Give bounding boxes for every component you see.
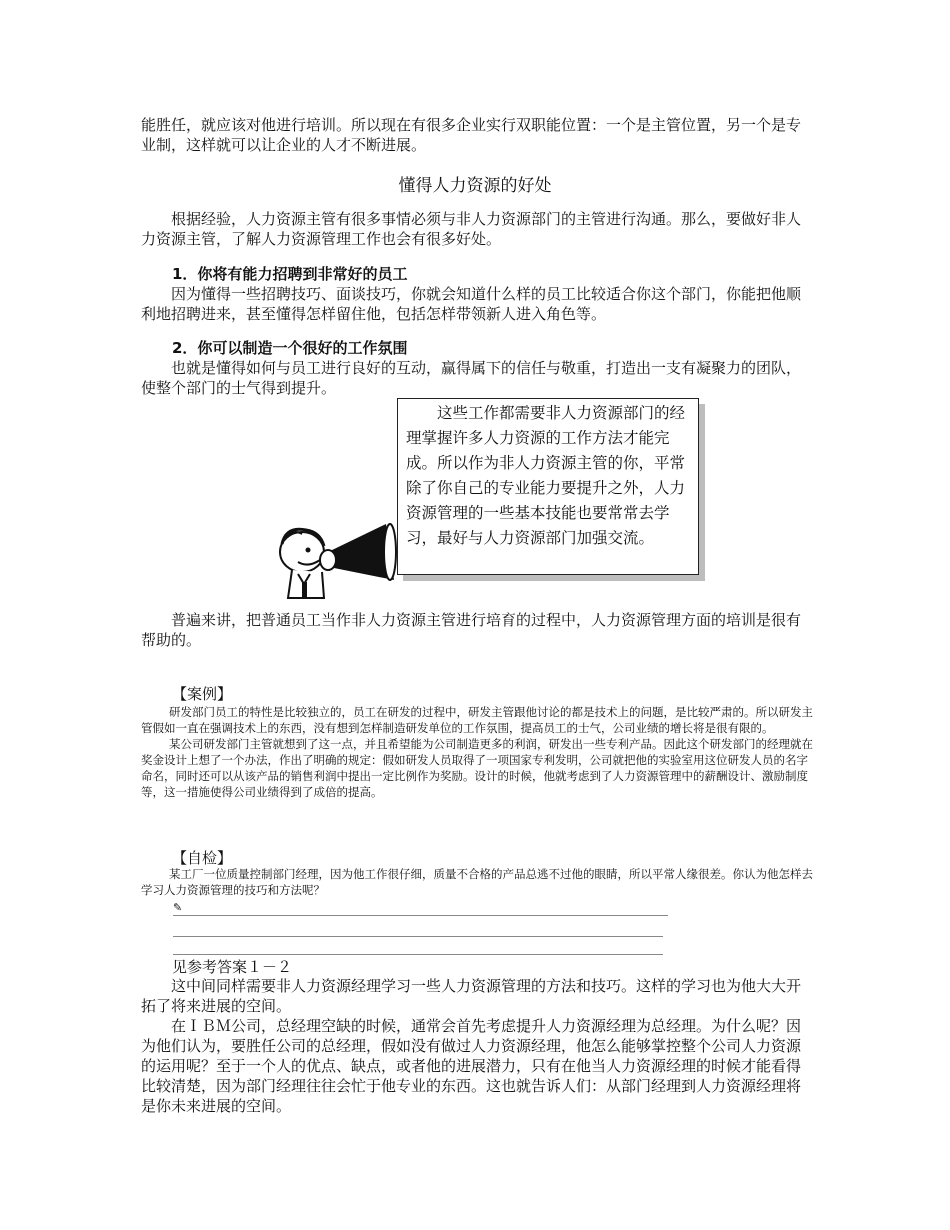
callout-box: [397, 398, 699, 575]
answer-line-1[interactable]: [173, 915, 668, 916]
section-title: 懂得人力资源的好处: [398, 176, 552, 196]
megaphone-man-illustration: [268, 510, 398, 602]
closing-paragraph-1: 这中间同样需要非人力资源经理学习一些人力资源管理的方法和技巧。这样的学习也为他大大开拓了将来进展的空间。: [141, 977, 802, 1015]
intro-text: 根据经验，人力资源主管有很多事情必须与非人力资源部门的主管进行沟通。那么，要做好非人力资源主管，了解人力资源管理工作也会有很多好处。: [141, 210, 802, 248]
point2-paragraph: [141, 358, 811, 398]
closing-paragraph-2: 在ＩＢＭ公司，总经理空缺的时候，通常会首先考虑提升人力资源经理为总经理。为什么呢？因为他们认为，要胜任公司的总经理，假如没有做过人力资源经理，他怎么能够掌控整个公司人力资源的运用呢？至于一个人的优点、缺点，或者他的进展潜力，只有在他当人力资源经理的时候才能看得比较清楚，因为部门经理往往会忙于他专业的东西。这也就告诉人们：从部门经理到人力资源经理将是你未来进展的空间。: [141, 1017, 802, 1115]
self-check-text: 某工厂一位质量控制部门经理，因为他工作很仔细，质量不合格的产品总逃不过他的眼睛，所以平常人缘很差。你认为他怎样去学习人力资源管理的技巧和方法呢？: [141, 867, 813, 897]
point2-heading: 2．你可以制造一个很好的工作氛围: [172, 339, 408, 357]
intro-paragraph: [141, 209, 811, 249]
summary-paragraph: [141, 610, 811, 650]
top-paragraph-text: 能胜任，就应该对他进行培训。所以现在有很多企业实行双职能位置：一个是主管位置，另一个是专业制，这样就可以让企业的人才不断进展。: [141, 116, 802, 154]
answer-reference: [172, 957, 812, 977]
answer-reference-text: 见参考答案１－２: [172, 958, 293, 976]
point1-heading: 1．你将有能力招聘到非常好的员工: [172, 265, 408, 283]
point2-text: 也就是懂得如何与员工进行良好的互动，赢得属下的信任与敬重，打造出一支有凝聚力的团队，使整个部门的士气得到提升。: [141, 359, 802, 397]
callout-text: 这些工作都需要非人力资源部门的经理掌握许多人力资源的工作方法才能完成。所以作为非人力资源主管的你，平常除了你自己的专业能力要提升之外，人力资源管理的一些基本技能也要常常去学习，最好与人力资源部门加强交流。: [406, 404, 686, 547]
answer-line-2[interactable]: [173, 936, 663, 937]
point1-text: 因为懂得一些招聘技巧、面谈技巧，你就会知道什么样的员工比较适合你这个部门，你能把他顺利地招聘进来，甚至懂得怎样留住他，包括怎样带领新人进入角色等。: [141, 285, 802, 323]
case-paragraph-1: 研发部门员工的特性是比较独立的，员工在研发的过程中，研发主管跟他讨论的都是技术上的问题，是比较严肃的。所以研发主管假如一直在强调技术上的东西，没有想到怎样制造研发单位的工作氛围，提高员工的士气，公司业绩的增长将是很有限的。: [141, 705, 813, 735]
top-paragraph: [141, 115, 811, 155]
pencil-icon: ✎: [173, 901, 183, 914]
self-check-label: 【自检】: [172, 849, 233, 867]
case-paragraph-2: 某公司研发部门主管就想到了这一点，并且希望能为公司制造更多的利润，研发出一些专利产品。因此这个研发部门的经理就在奖金设计上想了一个办法，作出了明确的规定：假如研发人员取得了一项国家专利发明，公司就把他的实验室用这位研发人员的名字命名，同时还可以从该产品的销售利润中提出一定比例作为奖励。设计的时候，他就考虑到了人力资源管理中的薪酬设计、激励制度等，这一措施使得公司业绩得到了成倍的提高。: [141, 737, 813, 799]
summary-text: 普遍来讲，把普通员工当作非人力资源主管进行培育的过程中，人力资源管理方面的培训是很有帮助的。: [141, 611, 802, 649]
answer-line-3[interactable]: [173, 954, 663, 955]
self-check-body: [141, 866, 813, 898]
closing-paragraphs: [141, 976, 811, 1116]
case-label: 【案例】: [172, 685, 233, 703]
point1-paragraph: [141, 284, 811, 324]
case-body: [141, 704, 813, 800]
